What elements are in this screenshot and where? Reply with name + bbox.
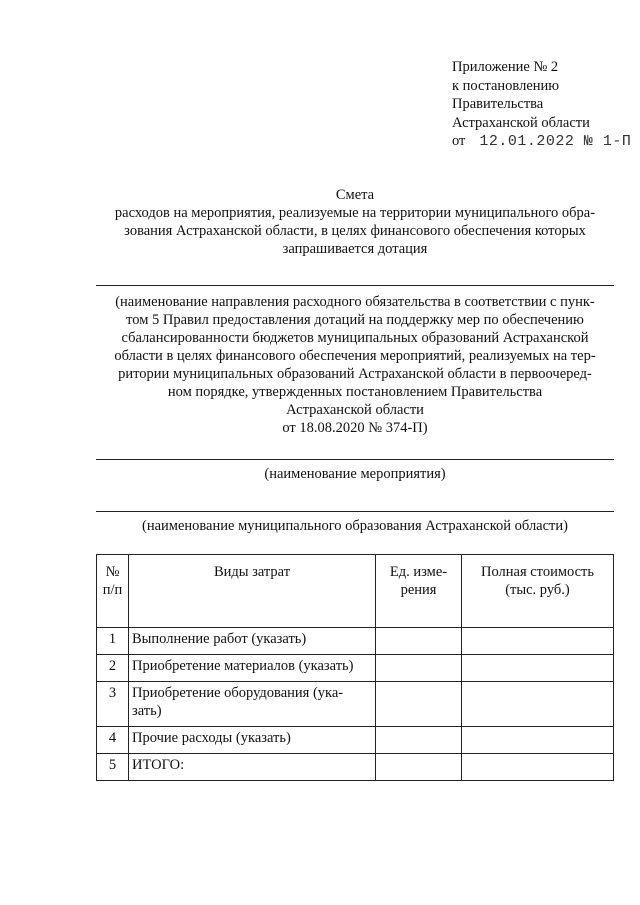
header-cost-kind: Виды затрат <box>129 555 376 628</box>
event-fill-line <box>96 459 614 460</box>
row-unit <box>376 682 462 727</box>
direction-caption <box>96 293 614 437</box>
direction-caption-line-1: (наименование направления расходного обязательства в соответствии с пунк- <box>115 294 595 310</box>
row-number: 4 <box>97 727 129 754</box>
row-cost-kind: Приобретение материалов (указать) <box>129 655 376 682</box>
row-unit <box>376 754 462 781</box>
row-full-cost <box>462 754 614 781</box>
direction-caption-line-2: том 5 Правил предоставления дотаций на поддержку мер по обеспечению <box>126 312 584 328</box>
appendix-region: Астраханской области <box>452 114 590 131</box>
row-full-cost <box>462 655 614 682</box>
estimate-title: Смета <box>335 187 375 203</box>
appendix-block <box>452 58 632 152</box>
header-number-line-1: № <box>105 564 120 580</box>
header-number-line-2: п/п <box>102 582 123 598</box>
row-full-cost <box>462 682 614 727</box>
direction-caption-line-6: ном порядке, утвержденных постановлением Правительства <box>167 384 543 400</box>
row-cost-kind <box>129 682 376 727</box>
municipality-caption: (наименование муниципального образования Астраханской области) <box>142 518 568 534</box>
direction-caption-line-4: области в целях финансового обеспечения мероприятий, реализуемых на тер- <box>114 348 596 364</box>
event-caption: (наименование мероприятия) <box>264 466 446 482</box>
table-row <box>97 754 614 781</box>
cost-table <box>96 554 614 781</box>
direction-caption-line-8: от 18.08.2020 № 374-П) <box>282 420 428 436</box>
row-unit <box>376 655 462 682</box>
header-unit <box>376 555 462 628</box>
header-cost-line-1: Полная стоимость <box>480 564 595 580</box>
table-row <box>97 628 614 655</box>
estimate-subtitle-line-1: расходов на мероприятия, реализуемые на территории муниципального обра- <box>114 205 596 221</box>
estimate-subtitle-line-2: зования Астраханской области, в целях финансового обеспечения которых <box>124 223 586 239</box>
row-cost-kind: Выполнение работ (указать) <box>129 628 376 655</box>
table-row <box>97 727 614 754</box>
direction-caption-line-5: ритории муниципальных образований Астраханской области в первоочеред- <box>118 366 592 382</box>
table-header-row <box>97 555 614 628</box>
row-number: 1 <box>97 628 129 655</box>
header-cost-line-2: (тыс. руб.) <box>505 582 570 598</box>
header-full-cost <box>462 555 614 628</box>
appendix-from-label: от <box>452 133 466 149</box>
appendix-government: Правительства <box>452 96 544 112</box>
estimate-title-block <box>96 186 614 258</box>
row-unit <box>376 727 462 754</box>
header-unit-line-1: Ед. изме- <box>389 564 448 580</box>
row-cost-kind-line-2: зать) <box>132 703 162 719</box>
header-number <box>97 555 129 628</box>
direction-caption-line-3: сбалансированности бюджетов муниципальных образований Астраханской <box>121 330 589 346</box>
row-number: 5 <box>97 754 129 781</box>
appendix-date-stamp: 12.01.2022 № 1-П <box>479 133 632 150</box>
direction-fill-line <box>96 285 614 286</box>
municipality-fill-line <box>96 511 614 512</box>
row-cost-kind-line-1: Приобретение оборудования (ука- <box>132 685 344 701</box>
estimate-subtitle-line-3: запрашивается дотация <box>282 241 428 257</box>
row-cost-kind: ИТОГО: <box>129 754 376 781</box>
row-number: 3 <box>97 682 129 727</box>
row-full-cost <box>462 727 614 754</box>
direction-caption-line-7: Астраханской области <box>286 402 424 418</box>
appendix-date-line <box>452 132 632 152</box>
table-row <box>97 655 614 682</box>
header-unit-line-2: рения <box>400 582 437 598</box>
row-cost-kind: Прочие расходы (указать) <box>129 727 376 754</box>
row-unit <box>376 628 462 655</box>
row-number: 2 <box>97 655 129 682</box>
appendix-number: Приложение № 2 <box>452 59 559 75</box>
appendix-resolution: к постановлению <box>452 77 560 94</box>
table-row <box>97 682 614 727</box>
row-full-cost <box>462 628 614 655</box>
